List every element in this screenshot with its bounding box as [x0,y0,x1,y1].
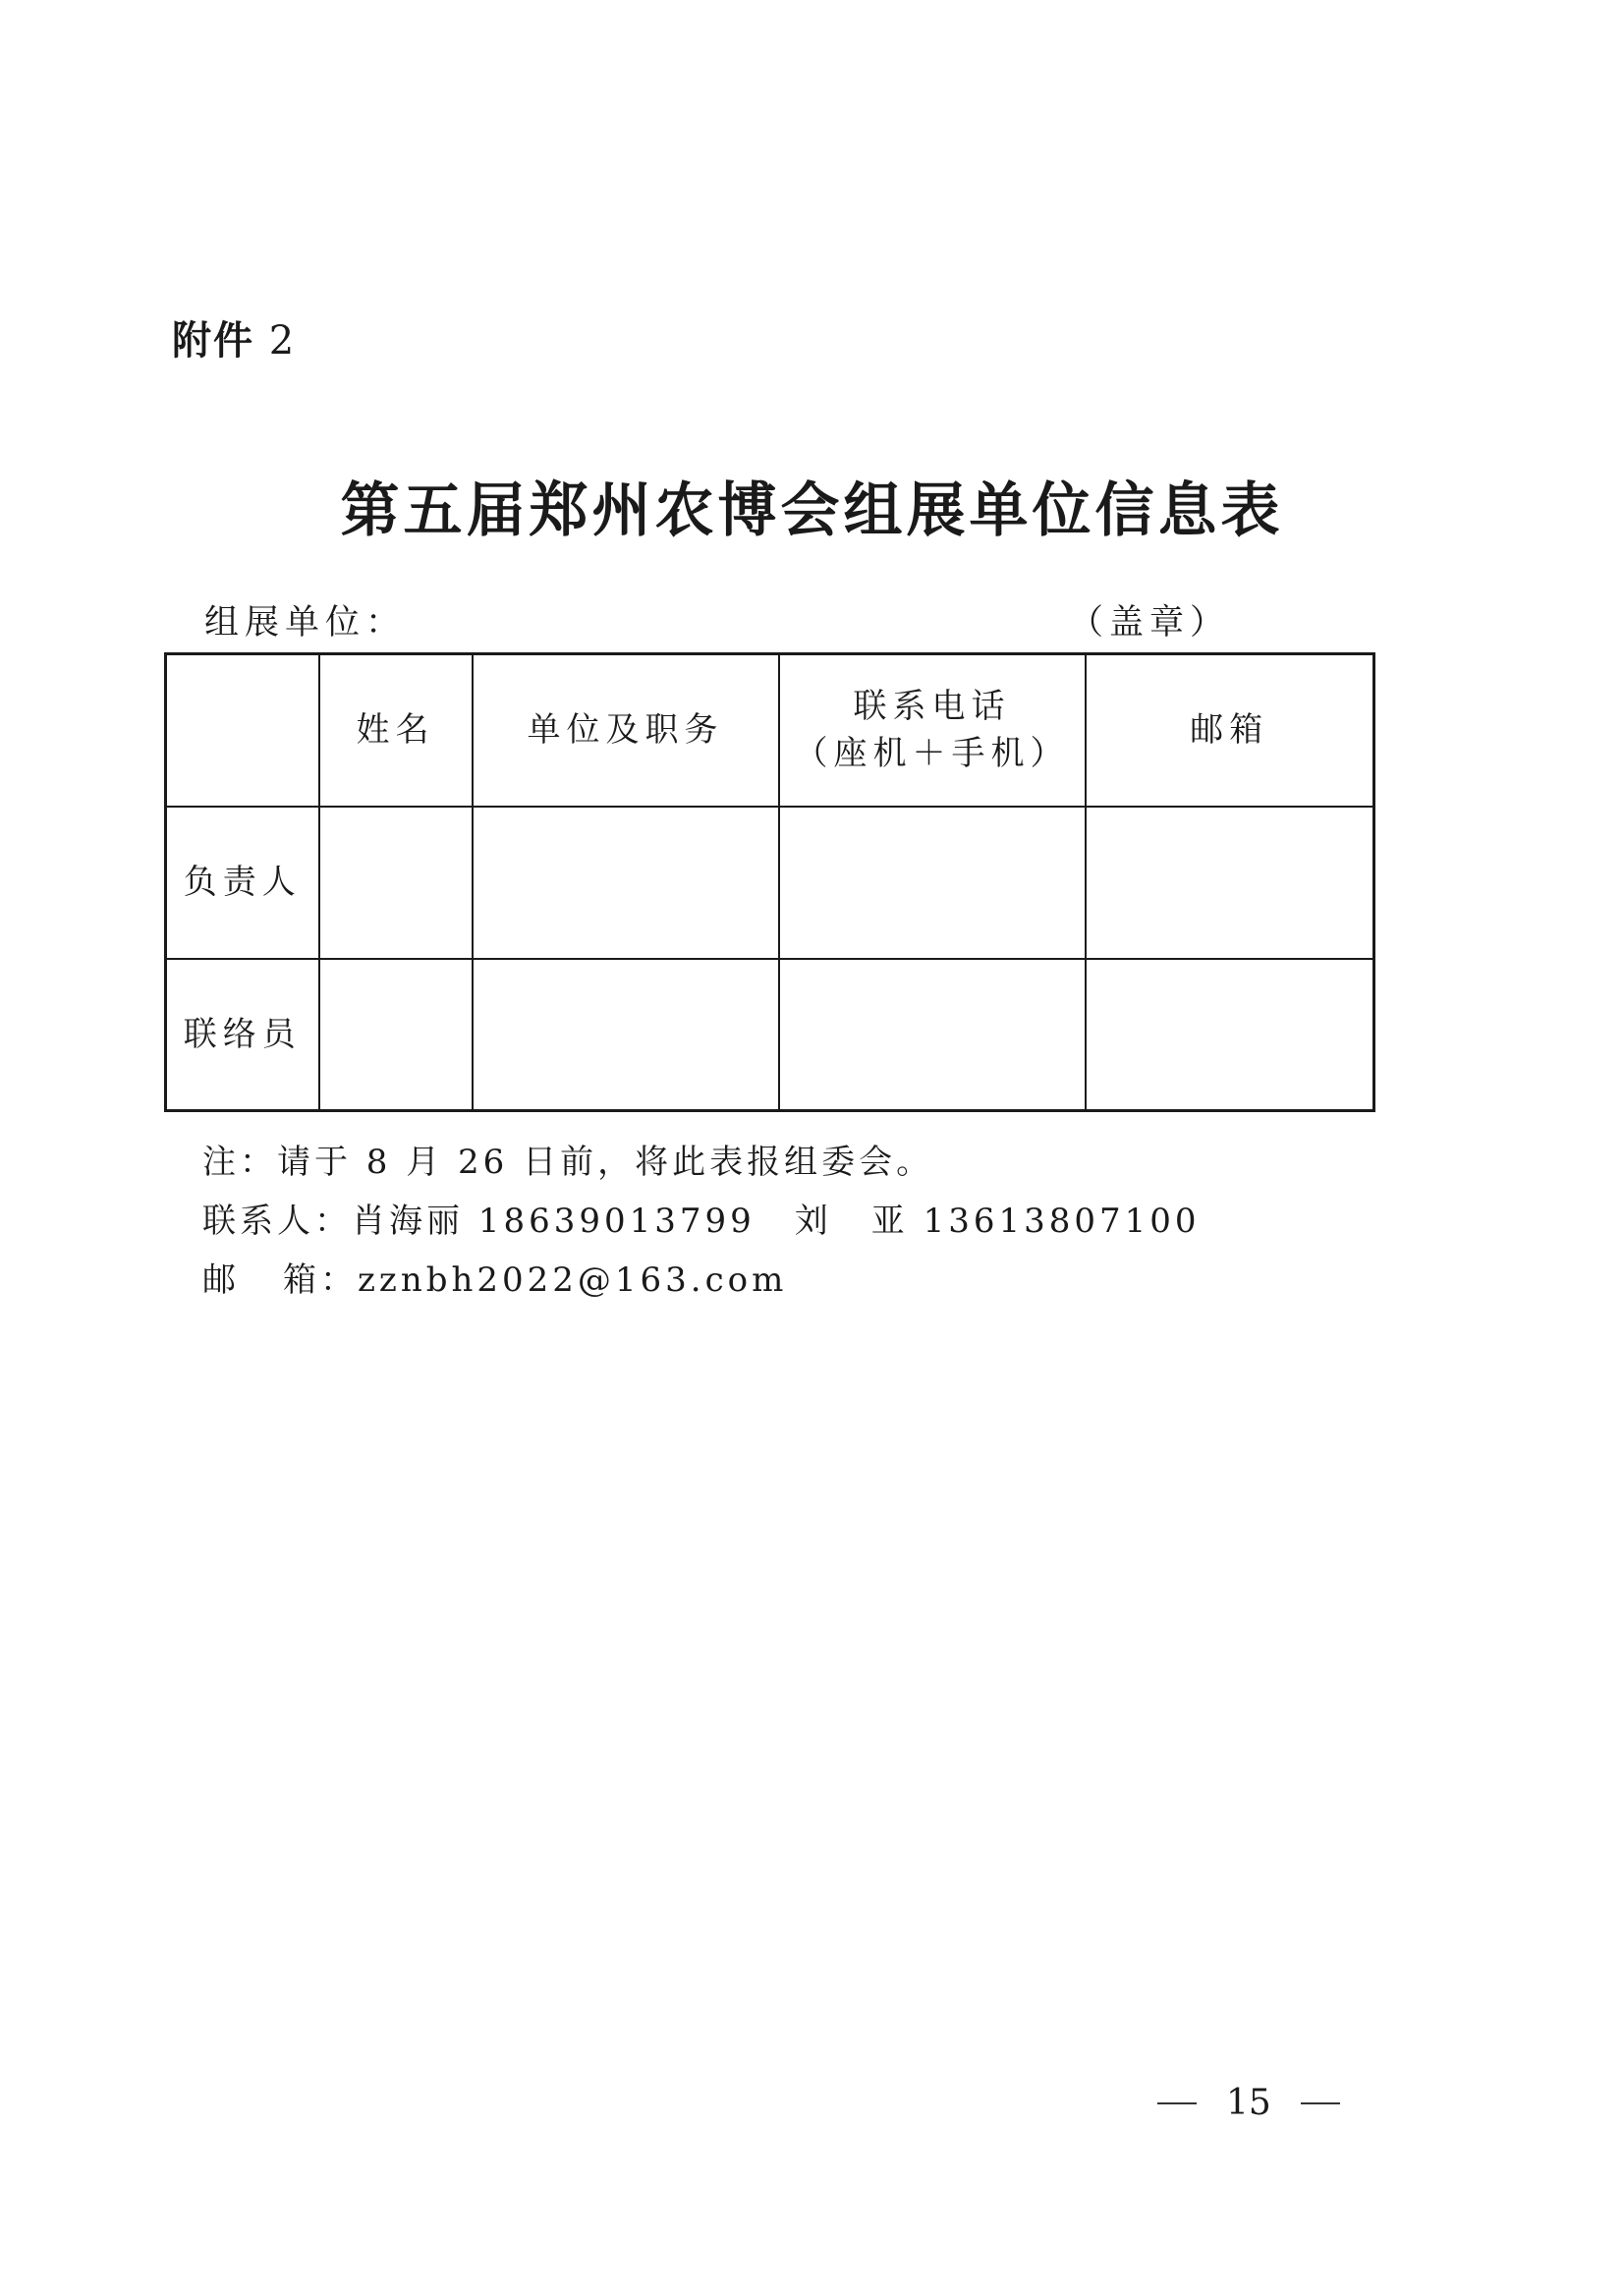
liaison-unit-cell[interactable] [473,959,779,1111]
header-email: 邮箱 [1086,654,1374,807]
header-phone [779,654,1086,807]
page-dash-right [1301,2102,1340,2104]
header-row [166,654,1374,807]
page-title: 第五届郑州农博会组展单位信息表 [340,476,1284,545]
email-line [202,1251,1201,1310]
contact-2-name: 刘 [794,1202,832,1241]
contact-1: 肖海丽 18639013799 [352,1202,756,1241]
page-number [1157,2083,1340,2123]
liaison-phone-cell[interactable] [779,959,1086,1111]
notes-block [202,1133,1201,1310]
liaison-name-cell[interactable] [319,959,473,1111]
row-label-responsible: 负责人 [166,807,319,959]
header-unit-position: 单位及职务 [473,654,779,807]
deadline-note: 注：请于 8 月 26 日前，将此表报组委会。 [202,1143,934,1182]
row-label-liaison: 联络员 [166,959,319,1111]
header-phone-subtitle: （座机＋手机） [794,734,1070,774]
header-name: 姓名 [319,654,473,807]
liaison-email-cell[interactable] [1086,959,1374,1111]
organizer-unit-label: 组展单位： [204,603,407,643]
email-label-b: 箱： [283,1260,358,1300]
contact-line [202,1192,1201,1251]
email-label-a: 邮 [202,1260,240,1300]
attachment-label [172,309,296,365]
contact-2-phone: 亚 13613807100 [870,1202,1201,1241]
responsible-phone-cell[interactable] [779,807,1086,959]
attachment-number: 2 [268,318,297,364]
responsible-unit-cell[interactable] [473,807,779,959]
attachment-word: 附件 [172,318,254,364]
table-row-responsible [166,807,1374,959]
seal-label: （盖章） [1069,603,1231,643]
page-number-value: 15 [1226,2083,1271,2123]
header-phone-title: 联系电话 [853,687,1011,727]
page-dash-left [1157,2102,1197,2104]
email-address[interactable]: zznbh2022@163.com [358,1260,788,1300]
table-row-liaison [166,959,1374,1111]
header-empty-cell [166,654,319,807]
responsible-name-cell[interactable] [319,807,473,959]
responsible-email-cell[interactable] [1086,807,1374,959]
info-table [164,652,1375,1112]
contact-label: 联系人： [202,1202,352,1241]
